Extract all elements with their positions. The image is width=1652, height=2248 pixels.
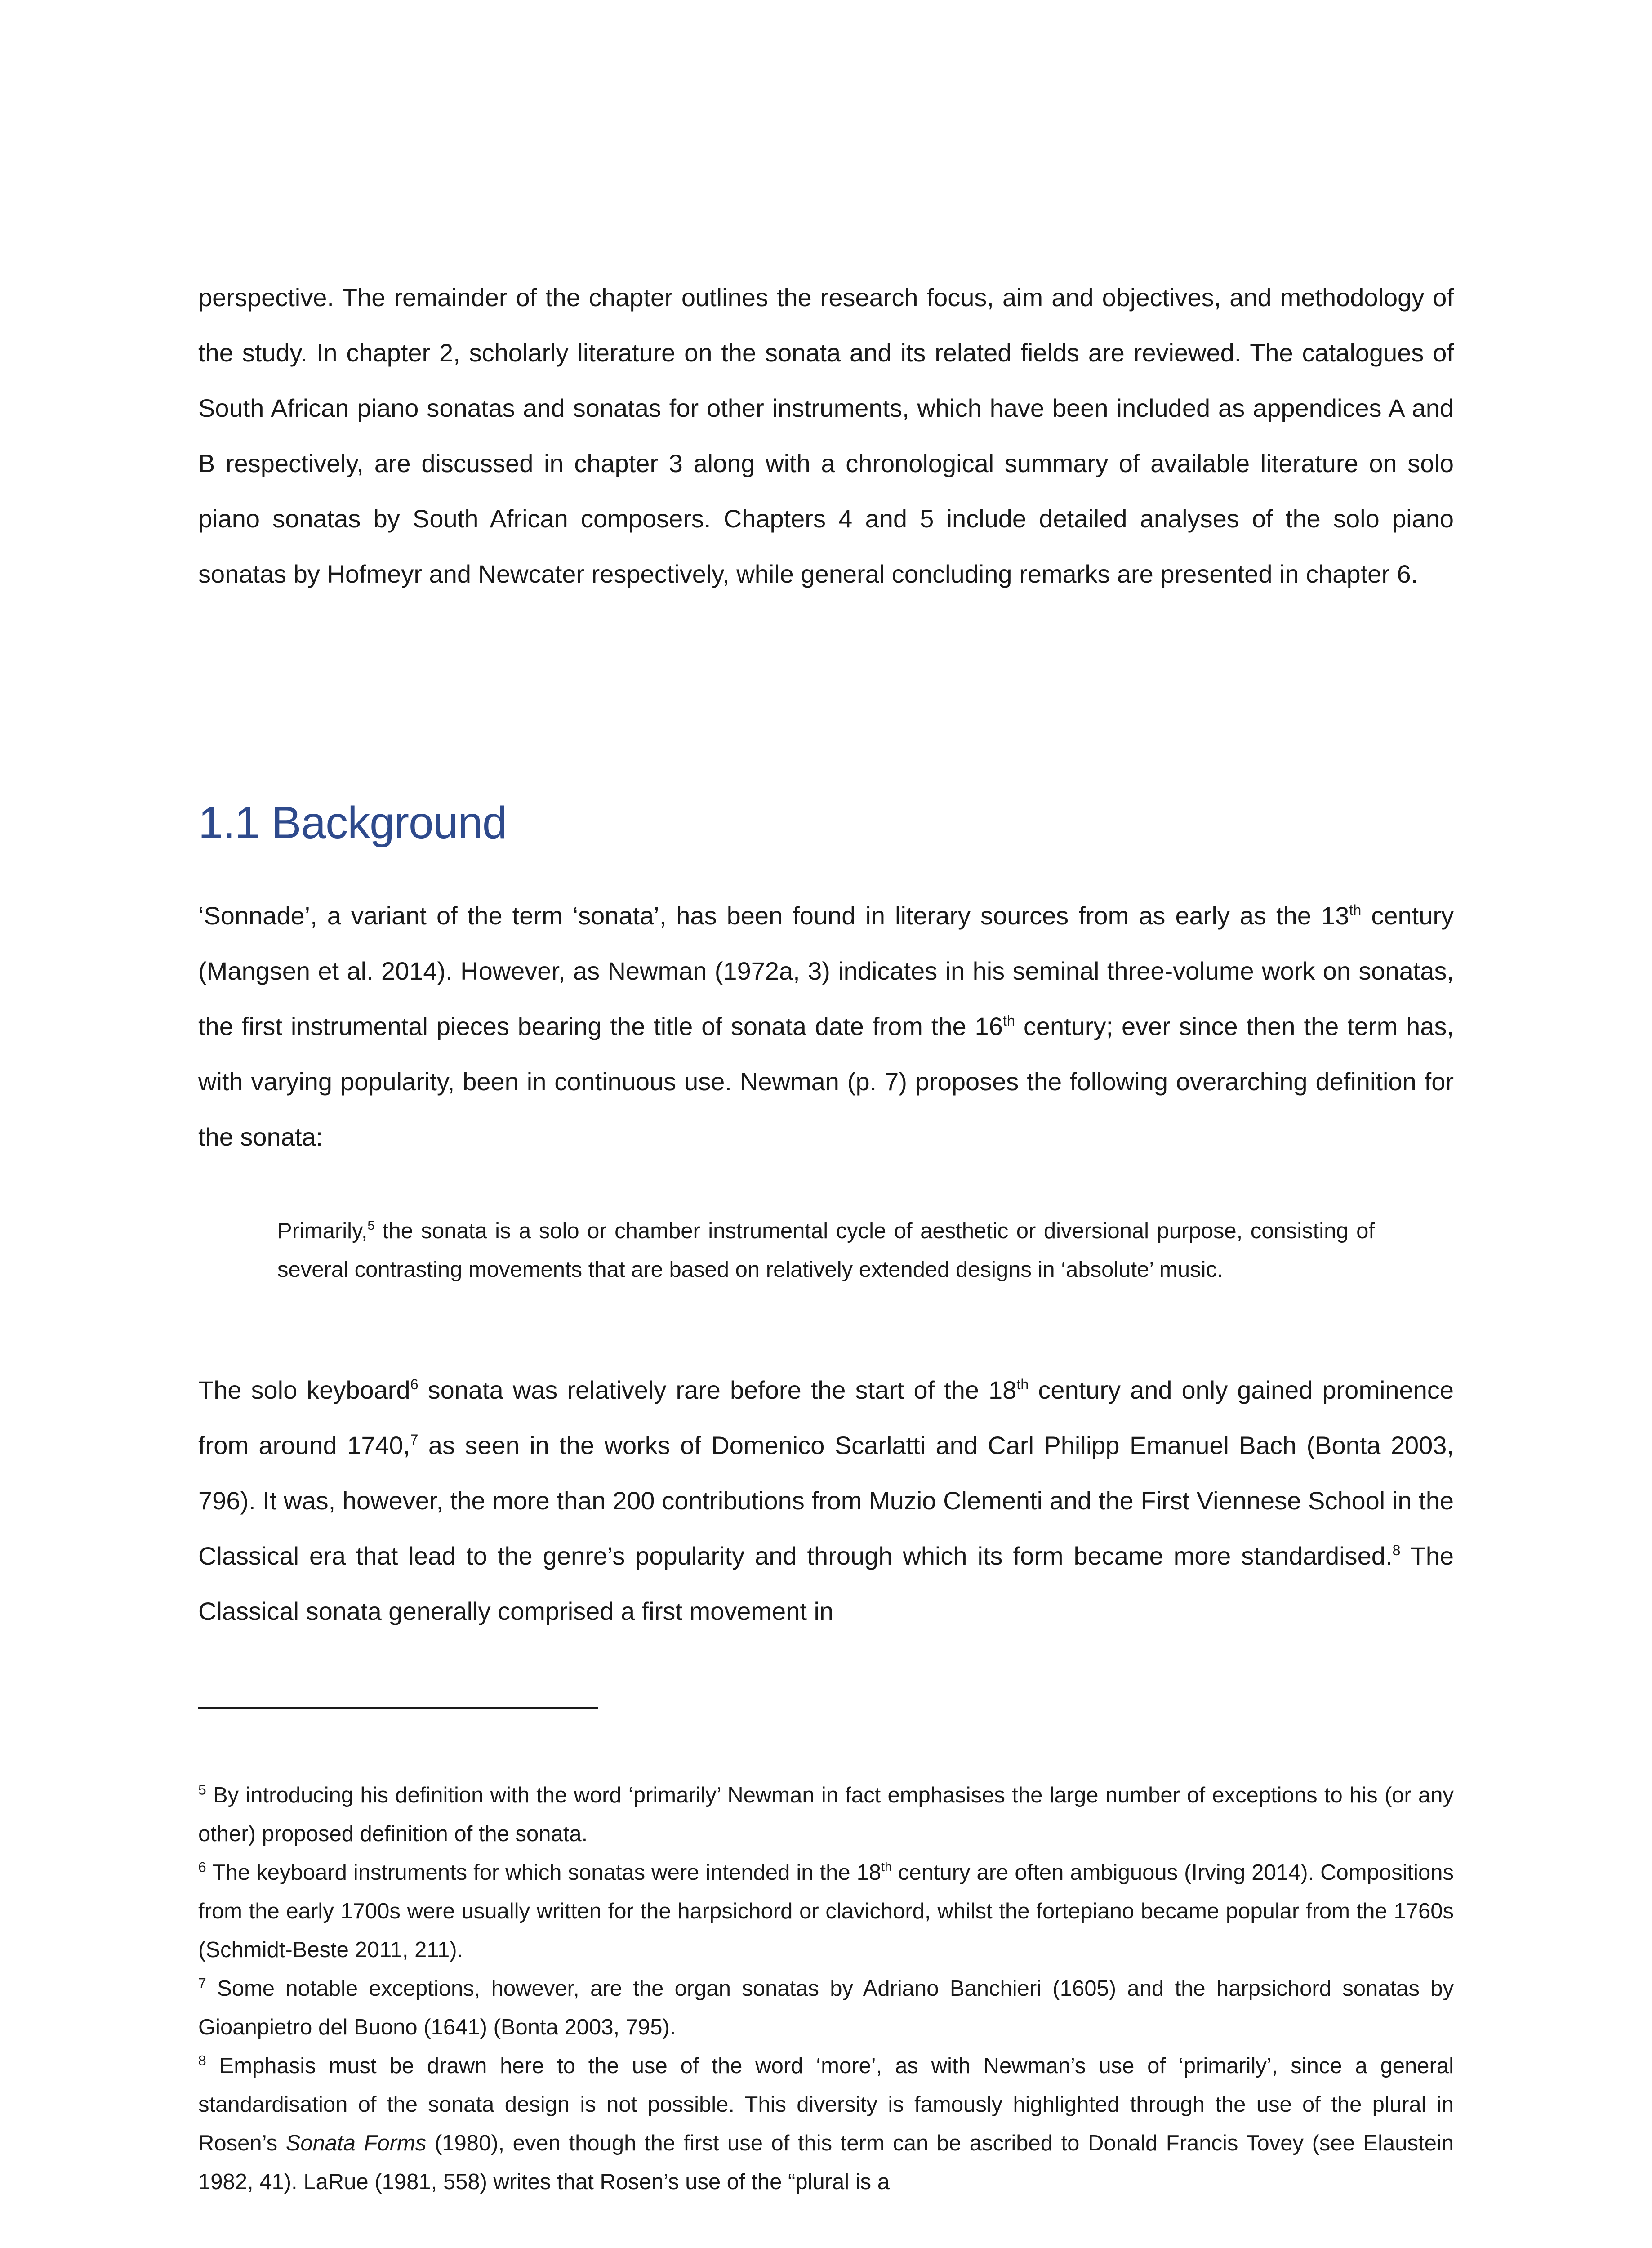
text-run: Emphasis must be drawn here to the use of the word ‘more’, as with Newman’s use of ‘primarily’, since a general standardisation of the sonata design is not possible. This diversity is famously highlighted through the use of the plural in Rosen’s: [198, 2054, 1454, 2155]
text-run: The Classical sonata generally comprised a first movement in: [198, 1542, 1454, 1625]
text-run: ‘Sonnade’, a variant of the term ‘sonata’, has been found in literary sources from as early as the 13: [198, 901, 1349, 930]
section-heading: 1.1 Background: [198, 798, 507, 848]
footnote-number: 7: [198, 1975, 206, 1991]
text-run: as seen in the works of Domenico Scarlatti and Carl Philipp Emanuel Bach (Bonta 2003, 796). It was, however, the more than 200 contributions from Muzio Clementi and the First Viennese School in the Classical era that lead to the genre’s popularity and through which its form became more standardised.: [198, 1431, 1454, 1570]
footnote-7: [198, 1969, 1454, 2047]
intro-paragraph: perspective. The remainder of the chapter outlines the research focus, aim and objectives, and methodology of the study. In chapter 2, scholarly literature on the sonata and its related fields are reviewed. The catalogues of South African piano sonatas and sonatas for other instruments, which have been included as appendices A and B respectively, are discussed in chapter 3 along with a chronological summary of available literature on solo piano sonatas by South African composers. Chapters 4 and 5 include detailed analyses of the solo piano sonatas by Hofmeyr and Newcater respectively, while general concluding remarks are presented in chapter 6.: [198, 283, 1454, 588]
text-run: Some notable exceptions, however, are the organ sonatas by Adriano Banchieri (1605) and the harpsichord sonatas by Gioanpietro del Buono (1641) (Bonta 2003, 795).: [198, 1976, 1454, 2039]
text-run: century (Mangsen et al. 2014). However, as Newman (1972a, 3) indicates in his seminal three-volume work on sonatas, the first instrumental pieces bearing the title of sonata date from the 16: [198, 901, 1454, 1040]
footnote-number: 6: [198, 1859, 206, 1875]
text-run: The solo keyboard: [198, 1376, 410, 1404]
footnote-divider: [198, 1707, 598, 1709]
text-run: The keyboard instruments for which sonatas were intended in the 18: [206, 1860, 882, 1885]
italic-title: Sonata Forms: [285, 2131, 427, 2155]
superscript: th: [1349, 901, 1362, 918]
superscript: th: [881, 1860, 892, 1875]
text-run: (1980), even though the first use of this term can be ascribed to Donald Francis Tovey (see Elaustein 1982, 41). LaRue (1981, 558) writes that Rosen’s use of the “plural is a: [198, 2131, 1454, 2194]
text-run: Primarily,: [277, 1219, 368, 1243]
block-quote: [277, 1212, 1375, 1289]
footnote-8: [198, 2047, 1454, 2201]
superscript: th: [1016, 1376, 1029, 1392]
footnote-ref[interactable]: 7: [410, 1431, 419, 1448]
text-run: the sonata is a solo or chamber instrumental cycle of aesthetic or diversional purpose, consisting of several contrasting movements that are based on relatively extended designs in ‘absolute’ music.: [277, 1219, 1375, 1282]
superscript: th: [1002, 1012, 1015, 1029]
text-run: By introducing his definition with the word ‘primarily’ Newman in fact emphasises the large number of exceptions to his (or any other) proposed definition of the sonata.: [198, 1783, 1454, 1846]
footnotes-section: [198, 1776, 1454, 2201]
text-run: century; ever since then the term has, with varying popularity, been in continuous use. Newman (p. 7) proposes the following overarching definition for the sonata:: [198, 1012, 1454, 1151]
background-paragraph: [198, 888, 1454, 1164]
footnote-ref[interactable]: 5: [367, 1218, 375, 1233]
footnote-ref[interactable]: 8: [1392, 1542, 1401, 1558]
footnote-number: 8: [198, 2052, 206, 2069]
text-run: sonata was relatively rare before the start of the 18: [418, 1376, 1017, 1404]
footnote-5: [198, 1776, 1454, 1853]
footnote-number: 5: [198, 1781, 206, 1798]
solo-keyboard-paragraph: [198, 1362, 1454, 1639]
text-run: century are often ambiguous (Irving 2014). Compositions from the early 1700s were usually written for the harpsichord or clavichord, whilst the fortepiano became popular from the 1760s (Schmidt-Beste 2011, 211).: [198, 1860, 1454, 1962]
footnote-6: [198, 1853, 1454, 1969]
text-run: century and only gained prominence from around 1740,: [198, 1376, 1454, 1459]
footnote-ref[interactable]: 6: [410, 1376, 419, 1392]
